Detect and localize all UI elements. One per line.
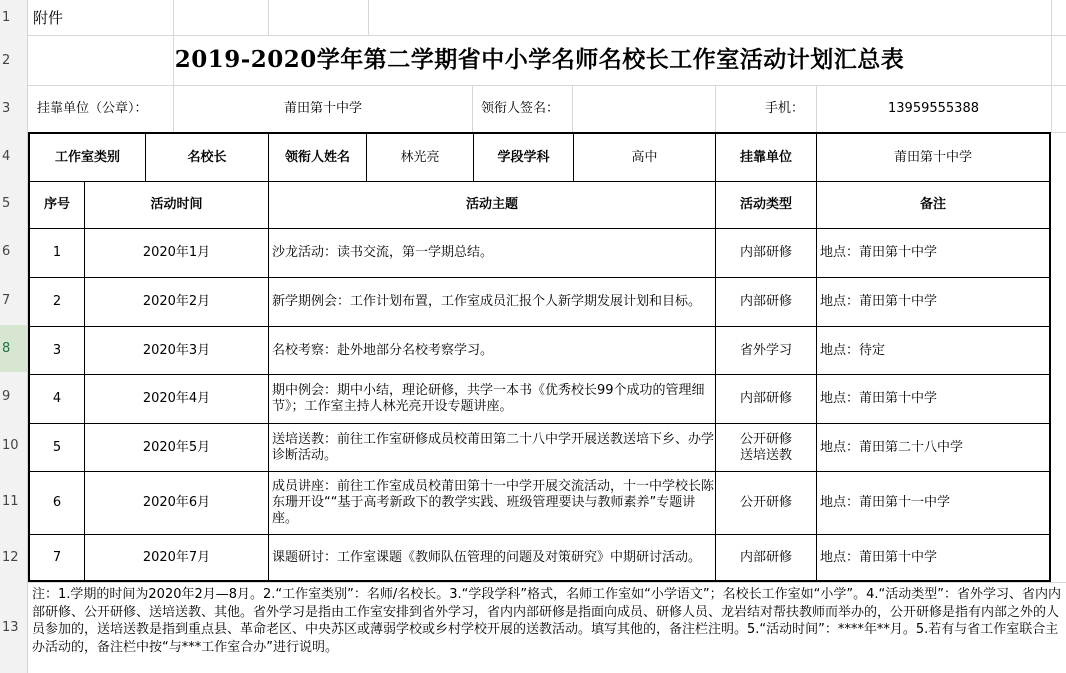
cell-theme[interactable]: 送培送教：前往工作室研修成员校莆田第二十八中学开展送教送培下乡、办学诊断活动。 bbox=[272, 431, 715, 463]
cell-type[interactable]: 内部研修 bbox=[739, 294, 792, 309]
cell-time[interactable]: 2020年4月 bbox=[142, 391, 211, 406]
row-number[interactable]: 8 bbox=[0, 325, 27, 372]
footnote[interactable]: 注：1.学期的时间为2020年2月—8月。2.“工作室类别”：名师/名校长。3.“学段学科”格式，名师工作室如“小学语文”；名校长工作室如“小学”。4.“活动类型”：省外学习、省内内部研修、公开研修、送培送教、其他。省外学习是指由工作室安排到省外学习，省内内部研修是指面向成员、研修人员、龙岩结对帮扶教师而举办的，公开研修是指有内部之外的人员参加的，送培送教是指到重点县、革命老区、中央苏区或薄弱学校或乡村学校开展的送教活动。填写其他的，备注栏注明。5.“活动时间”：****年**月。5.若有与省工作室联合主办活动的，备注栏中按“与***工作室合办”进行说明。 bbox=[32, 587, 1061, 655]
spreadsheet-sheet bbox=[28, 0, 1066, 673]
studio-type-value[interactable]: 名校长 bbox=[187, 149, 227, 165]
leader-sign-label: 领衔人签名： bbox=[481, 100, 560, 116]
row-number[interactable]: 9 bbox=[2, 389, 11, 404]
cell-no[interactable]: 5 bbox=[52, 439, 62, 455]
cell-type[interactable]: 内部研修 bbox=[739, 391, 792, 406]
unit-value[interactable]: 莆田第十中学 bbox=[283, 100, 362, 116]
row-number[interactable]: 4 bbox=[2, 148, 11, 164]
cell-note[interactable]: 地点：莆田第十中学 bbox=[820, 245, 938, 260]
cell-note[interactable]: 地点：莆田第二十八中学 bbox=[820, 439, 964, 455]
cell-theme[interactable]: 沙龙活动：读书交流，第一学期总结。 bbox=[272, 245, 494, 260]
cell-time[interactable]: 2020年5月 bbox=[142, 439, 211, 455]
cell-no[interactable]: 6 bbox=[52, 495, 62, 510]
row-number[interactable]: 5 bbox=[2, 196, 11, 211]
cell-time[interactable]: 2020年7月 bbox=[142, 549, 211, 565]
col-header-note: 备注 bbox=[919, 197, 946, 212]
host-unit-label: 挂靠单位 bbox=[739, 149, 792, 165]
cell-theme[interactable]: 期中例会：期中小结，理论研修，共学一本书《优秀校长99个成功的管理细节》；工作室主持人林光亮开设专题讲座。 bbox=[272, 383, 705, 414]
cell-time[interactable]: 2020年3月 bbox=[142, 342, 211, 358]
row-number[interactable]: 2 bbox=[2, 52, 11, 68]
leader-sign-field[interactable] bbox=[572, 85, 715, 132]
col-header-theme: 活动主题 bbox=[465, 197, 518, 212]
col-header-no: 序号 bbox=[43, 197, 70, 212]
cell-no[interactable]: 1 bbox=[52, 245, 62, 260]
row-number[interactable]: 12 bbox=[2, 550, 19, 565]
cell-theme[interactable]: 新学期例会：工作计划布置，工作室成员汇报个人新学期发展计划和目标。 bbox=[272, 294, 702, 309]
row-number[interactable]: 1 bbox=[2, 10, 11, 25]
leader-name-value[interactable]: 林光亮 bbox=[400, 149, 440, 165]
cell-theme[interactable]: 课题研讨：工作室课题《教师队伍管理的问题及对策研究》中期研讨活动。 bbox=[272, 549, 702, 565]
cell-no[interactable]: 7 bbox=[52, 549, 62, 565]
cell-note[interactable]: 地点：莆田第十中学 bbox=[820, 294, 938, 309]
cell-note[interactable]: 地点：莆田第十中学 bbox=[820, 549, 938, 565]
cell-type[interactable]: 内部研修 bbox=[739, 245, 792, 260]
leader-name-label: 领衔人姓名 bbox=[284, 149, 350, 165]
cell-note[interactable]: 地点：莆田第十中学 bbox=[820, 391, 938, 406]
studio-type-label: 工作室类别 bbox=[54, 149, 120, 165]
cell-no[interactable]: 2 bbox=[52, 294, 62, 309]
cell-type[interactable]: 内部研修 bbox=[739, 549, 792, 565]
attachment-label: 附件 bbox=[33, 8, 64, 27]
cell-time[interactable]: 2020年2月 bbox=[142, 294, 211, 309]
phone-label: 手机： bbox=[764, 100, 804, 116]
row-number[interactable]: 10 bbox=[2, 437, 19, 453]
cell-type[interactable]: 公开研修 bbox=[739, 495, 792, 510]
cell-type[interactable]: 省外学习 bbox=[739, 342, 792, 358]
col-header-time: 活动时间 bbox=[150, 197, 203, 212]
cell-time[interactable]: 2020年6月 bbox=[142, 495, 211, 510]
row-number[interactable]: 11 bbox=[2, 493, 19, 509]
row-number[interactable]: 6 bbox=[2, 244, 11, 259]
cell-no[interactable]: 3 bbox=[52, 342, 62, 358]
cell-no[interactable]: 4 bbox=[52, 391, 62, 406]
page-title: 2019-2020学年第二学期省中小学名师名校长工作室活动计划汇总表 bbox=[174, 46, 905, 73]
row-number[interactable]: 7 bbox=[2, 293, 11, 308]
row-number[interactable]: 3 bbox=[2, 101, 11, 116]
row-number[interactable]: 13 bbox=[2, 620, 19, 635]
subject-value[interactable]: 高中 bbox=[631, 149, 658, 165]
cell-type[interactable]: 公开研修送培送教 bbox=[739, 431, 792, 463]
cell-theme[interactable]: 成员讲座：前往工作室成员校莆田第十一中学开展交流活动，十一中学校长陈东珊开设““基于高考新政下的教学实践、班级管理要诀与教师素养”专题讲座。 bbox=[272, 479, 715, 526]
cell-note[interactable]: 地点：莆田第十一中学 bbox=[820, 495, 951, 510]
cell-note[interactable]: 地点：待定 bbox=[820, 342, 886, 358]
host-unit-value[interactable]: 莆田第十中学 bbox=[893, 149, 972, 165]
cell-time[interactable]: 2020年1月 bbox=[142, 245, 211, 260]
activity-table bbox=[28, 132, 1051, 582]
unit-label: 挂靠单位（公章）： bbox=[37, 100, 148, 116]
subject-label: 学段学科 bbox=[497, 149, 550, 165]
cell-theme[interactable]: 名校考察：赴外地部分名校考察学习。 bbox=[272, 342, 494, 358]
col-header-type: 活动类型 bbox=[739, 197, 792, 212]
phone-value[interactable]: 13959555388 bbox=[888, 100, 979, 116]
